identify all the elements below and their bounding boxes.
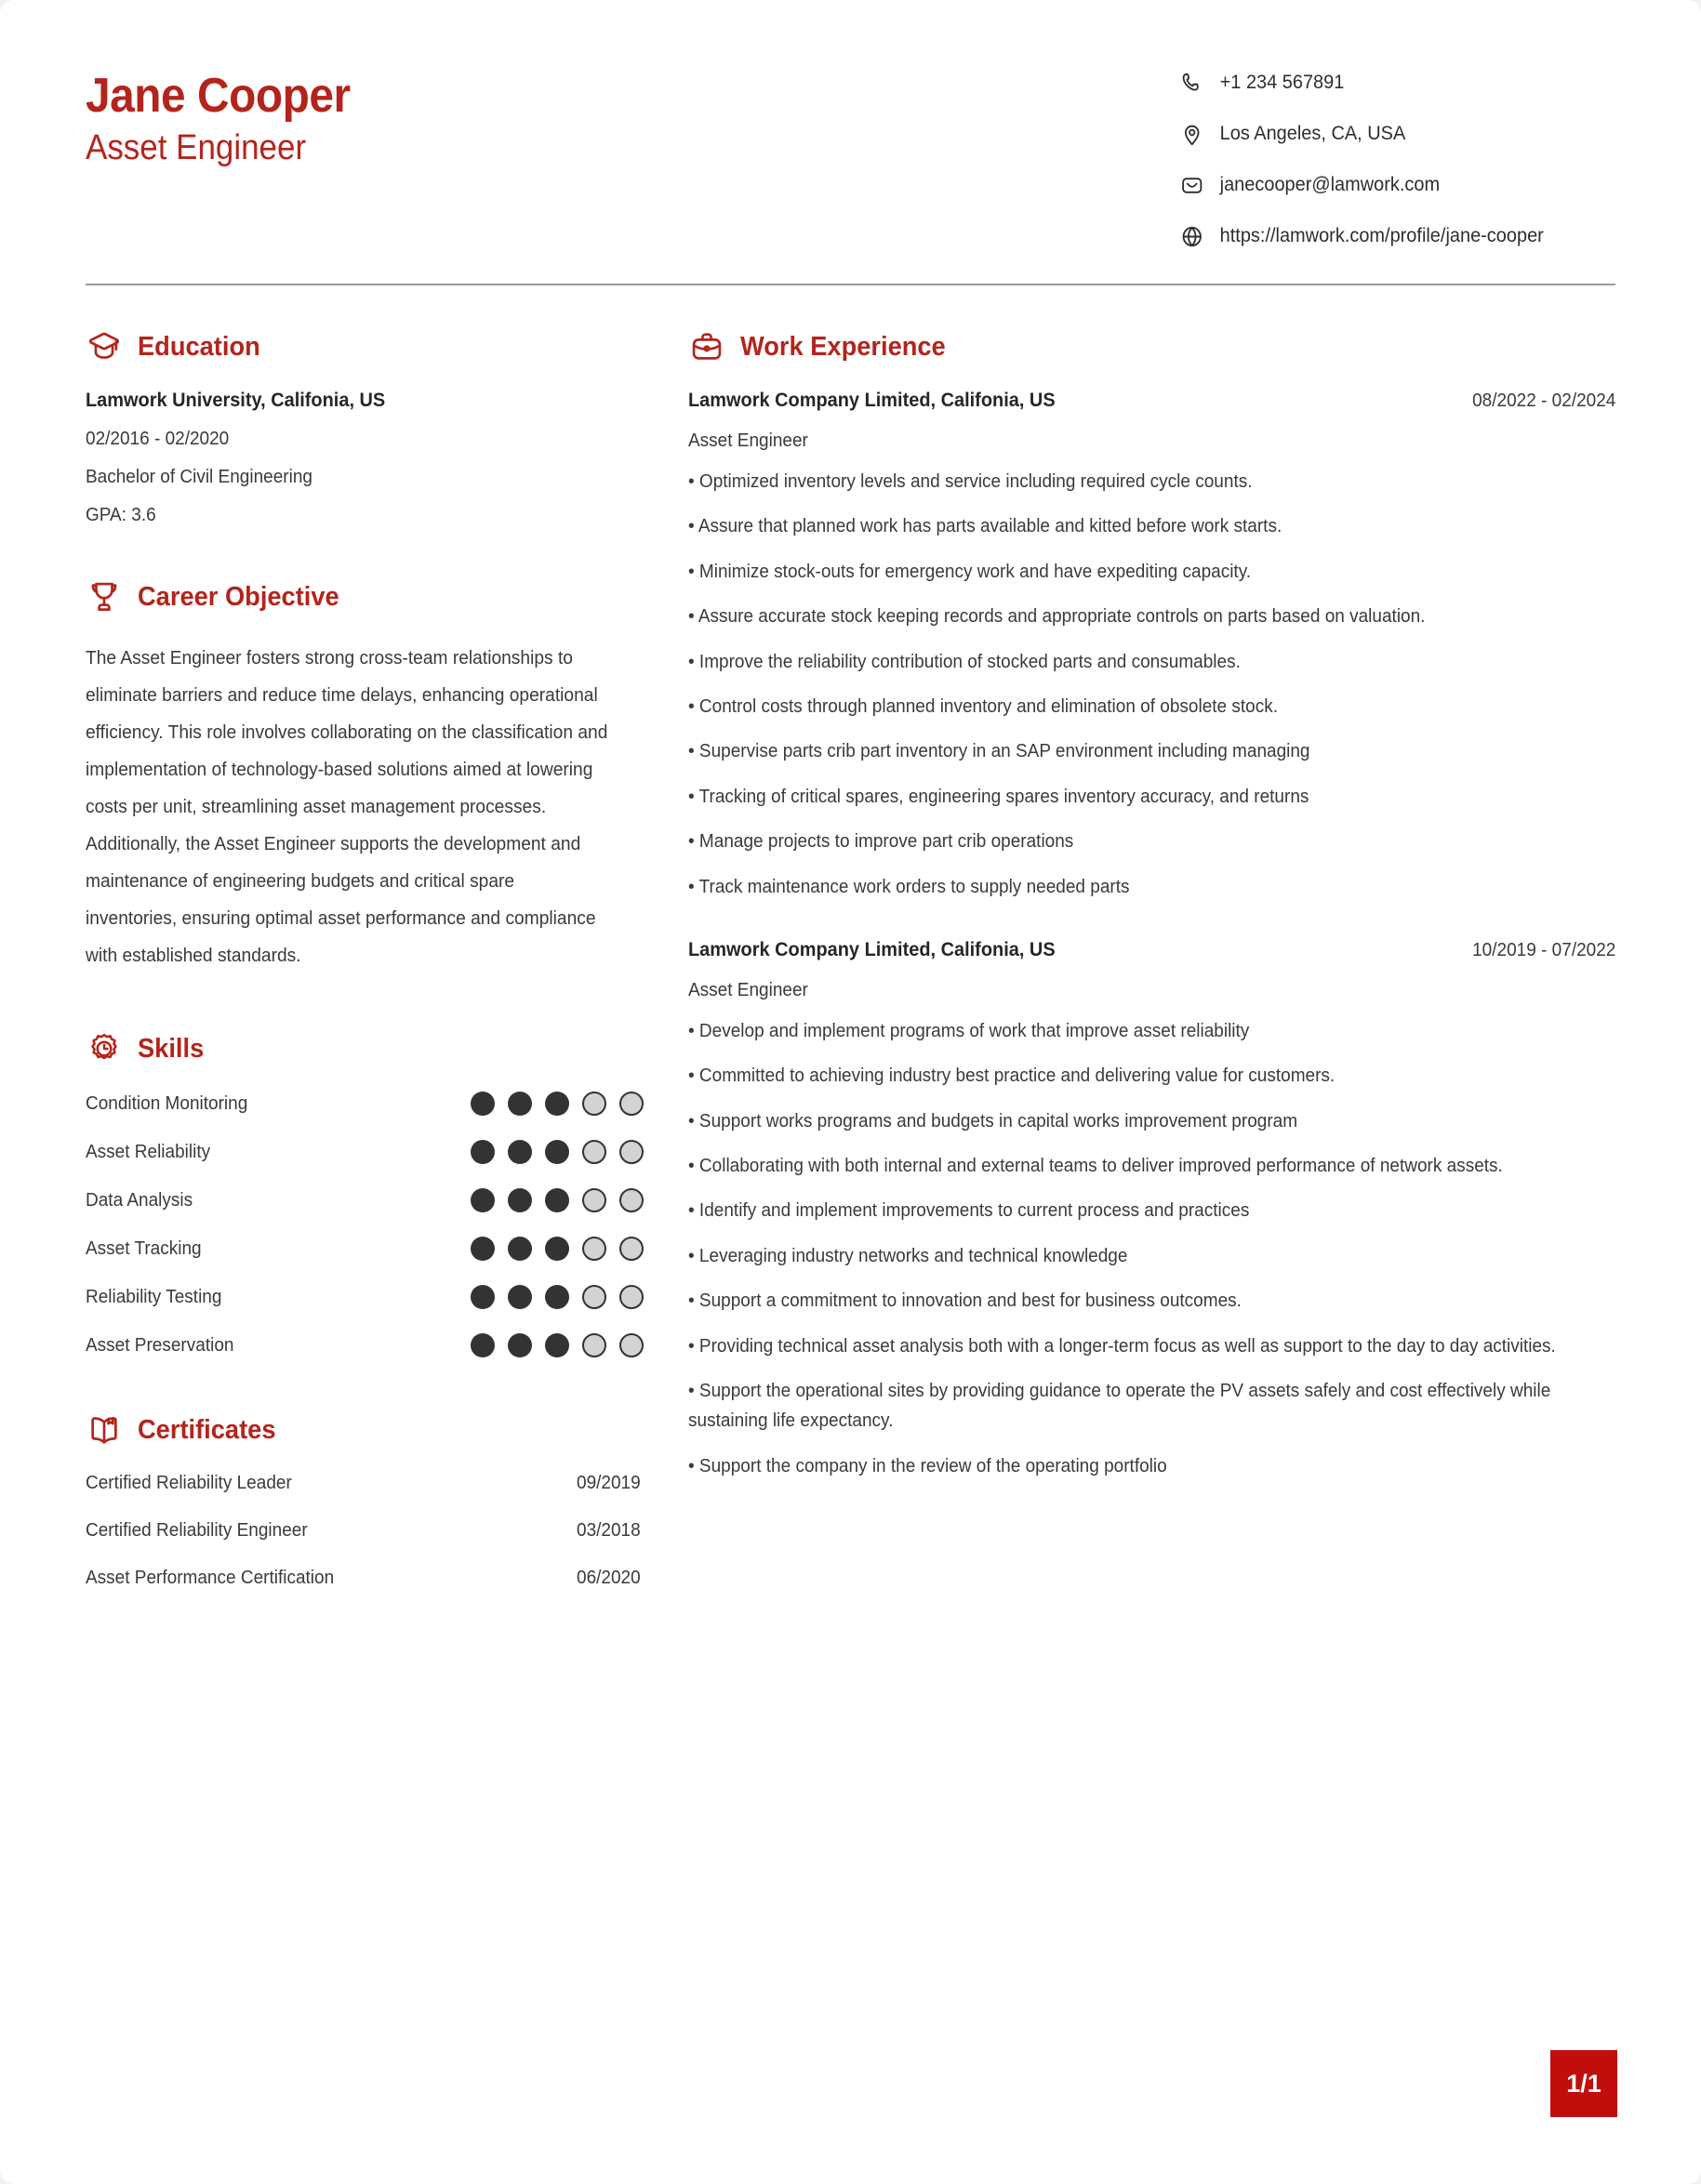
education-gpa: GPA: 3.6 — [86, 505, 156, 525]
skill-row — [86, 1092, 644, 1116]
skill-row — [86, 1285, 644, 1309]
skills-list — [86, 1092, 644, 1357]
section-certificates — [86, 1411, 644, 1589]
phone-icon — [1178, 69, 1205, 97]
certificate-row — [86, 1473, 644, 1494]
skill-rating — [471, 1140, 644, 1164]
name-block — [86, 63, 373, 167]
contact-email[interactable] — [1178, 171, 1594, 199]
objective-text: The Asset Engineer fosters strong cross-team relationships to eliminate barriers and reduce time delays, enhancing operational efficiency. This role involves collaborating on the classification and implementation of technology-based solutions aimed at lowering costs per unit, streamlining asset management processes. Additionally, the Asset Engineer supports the development and maintenance of engineering budgets and critical spare inventories, ensuring optimal asset performance and compliance with established standards. — [86, 648, 608, 966]
skill-dot-filled — [545, 1333, 569, 1357]
contact-website[interactable] — [1178, 222, 1594, 250]
education-dates: 02/2016 - 02/2020 — [86, 429, 230, 449]
job-bullet: • Assure that planned work has parts available and kitted before work starts. — [688, 516, 1282, 537]
person-job-title: Asset Engineer — [86, 127, 307, 167]
job-bullet: • Support the operational sites by providing guidance to operate the PV assets safely and cost effectively while sustaining life expectancy. — [688, 1381, 1551, 1432]
education-degree: Bachelor of Civil Engineering — [86, 467, 312, 487]
skill-dot-filled — [545, 1237, 569, 1261]
skill-rating — [471, 1285, 644, 1309]
contact-location[interactable] — [1178, 120, 1594, 148]
skill-dot-empty — [619, 1285, 644, 1309]
skill-dot-filled — [545, 1188, 569, 1212]
job-bullet: • Support works programs and budgets in capital works improvement program — [688, 1110, 1298, 1132]
job-bullet: • Manage projects to improve part crib operations — [688, 831, 1074, 853]
graduation-cap-icon — [86, 328, 123, 365]
contact-website-text: https://lamwork.com/profile/jane-cooper — [1219, 225, 1544, 246]
skill-label: Asset Preservation — [86, 1334, 234, 1356]
education-school: Lamwork University, Califonia, US — [86, 390, 386, 411]
right-column — [688, 328, 1615, 1630]
globe-icon — [1178, 222, 1205, 250]
job-role: Asset Engineer — [688, 430, 808, 451]
skill-rating — [471, 1188, 644, 1212]
skill-dot-filled — [545, 1140, 569, 1164]
resume-header — [86, 54, 1615, 250]
education-heading-row — [86, 328, 644, 365]
objective-heading: Career Objective — [138, 581, 339, 612]
job-entry — [688, 390, 1615, 902]
certificate-name: Asset Performance Certification — [86, 1568, 335, 1588]
section-skills — [86, 1030, 644, 1357]
skill-dot-filled — [471, 1285, 495, 1309]
skill-dot-empty — [582, 1333, 606, 1357]
skill-dot-filled — [508, 1237, 532, 1261]
job-bullet: • Tracking of critical spares, engineering spares inventory accuracy, and returns — [688, 786, 1309, 807]
certificate-name: Certified Reliability Engineer — [86, 1520, 308, 1541]
skill-row — [86, 1237, 644, 1261]
envelope-icon — [1178, 171, 1205, 199]
contact-phone[interactable] — [1178, 69, 1594, 97]
job-bullet: • Develop and implement programs of work that improve asset reliability — [688, 1020, 1250, 1041]
skill-dot-filled — [508, 1140, 532, 1164]
certificates-heading: Certificates — [138, 1414, 276, 1445]
skill-dot-empty — [619, 1188, 644, 1212]
skill-dot-filled — [471, 1333, 495, 1357]
skill-row — [86, 1333, 644, 1357]
job-dates: 10/2019 - 07/2022 — [1471, 939, 1615, 960]
skill-rating — [471, 1237, 644, 1261]
education-heading: Education — [138, 331, 260, 362]
contact-location-text: Los Angeles, CA, USA — [1219, 123, 1406, 144]
skill-dot-empty — [582, 1188, 606, 1212]
job-bullet: • Supervise parts crib part inventory in an SAP environment including managing — [688, 741, 1310, 762]
skill-rating — [471, 1333, 644, 1357]
job-bullet: • Control costs through planned inventory and elimination of obsolete stock. — [688, 695, 1279, 717]
skills-heading-row — [86, 1030, 644, 1067]
contact-list — [1178, 63, 1615, 250]
job-bullet: • Support a commitment to innovation and best for business outcomes. — [688, 1291, 1242, 1312]
certificates-list — [86, 1473, 644, 1589]
skill-dot-filled — [471, 1188, 495, 1212]
resume-body — [86, 285, 1615, 1630]
work-heading: Work Experience — [740, 331, 946, 362]
skill-dot-filled — [471, 1092, 495, 1116]
job-bullet: • Identify and implement improvements to current process and practices — [688, 1200, 1250, 1222]
job-bullet: • Committed to achieving industry best practice and delivering value for customers. — [688, 1066, 1336, 1087]
skill-dot-empty — [619, 1237, 644, 1261]
job-header — [688, 390, 1615, 412]
skill-rating — [471, 1092, 644, 1116]
job-bullet: • Assure accurate stock keeping records and appropriate controls on parts based on valuation. — [688, 606, 1426, 628]
job-bullet: • Improve the reliability contribution of stocked parts and consumables. — [688, 651, 1241, 672]
certificate-name: Certified Reliability Leader — [86, 1473, 292, 1493]
page-number-badge: 1/1 — [1550, 2050, 1617, 2117]
jobs-list — [688, 390, 1615, 1481]
job-bullet: • Leveraging industry networks and technical knowledge — [688, 1245, 1128, 1266]
certificate-row — [86, 1568, 644, 1589]
skill-dot-filled — [508, 1285, 532, 1309]
skills-heading: Skills — [138, 1033, 205, 1064]
skill-row — [86, 1140, 644, 1164]
job-header — [688, 939, 1615, 961]
job-bullet: • Track maintenance work orders to supply needed parts — [688, 876, 1130, 897]
skill-label: Asset Tracking — [86, 1238, 202, 1259]
certificate-date: 09/2019 — [576, 1473, 641, 1493]
job-entry — [688, 939, 1615, 1481]
job-bullet: • Optimized inventory levels and service including required cycle counts. — [688, 471, 1253, 492]
skill-dot-filled — [545, 1092, 569, 1116]
section-education — [86, 328, 644, 526]
job-bullet: • Collaborating with both internal and external teams to deliver improved performance of network assets. — [688, 1156, 1503, 1177]
section-work-experience — [688, 328, 1615, 1481]
skill-dot-filled — [471, 1140, 495, 1164]
certificate-date: 06/2020 — [576, 1568, 641, 1588]
skill-dot-filled — [471, 1237, 495, 1261]
location-pin-icon — [1178, 120, 1205, 148]
skill-dot-empty — [582, 1237, 606, 1261]
skill-dot-empty — [619, 1092, 644, 1116]
job-company: Lamwork Company Limited, Califonia, US — [688, 390, 1056, 411]
skill-label: Asset Reliability — [86, 1141, 211, 1162]
certificate-row — [86, 1520, 644, 1542]
skill-dot-empty — [582, 1285, 606, 1309]
open-book-icon — [86, 1411, 123, 1449]
job-dates: 08/2022 - 02/2024 — [1471, 390, 1615, 411]
skill-dot-empty — [619, 1333, 644, 1357]
skill-label: Reliability Testing — [86, 1286, 222, 1307]
objective-heading-row — [86, 578, 644, 615]
certificates-heading-row — [86, 1411, 644, 1449]
briefcase-icon — [688, 328, 725, 365]
job-company: Lamwork Company Limited, Califonia, US — [688, 938, 1056, 960]
skill-dot-empty — [582, 1092, 606, 1116]
left-column — [86, 328, 644, 1630]
skill-label: Condition Monitoring — [86, 1092, 248, 1114]
job-role: Asset Engineer — [688, 979, 808, 1000]
section-career-objective — [86, 578, 644, 974]
page-title: Jane Cooper — [86, 69, 351, 123]
trophy-icon — [86, 578, 123, 615]
skill-row — [86, 1188, 644, 1212]
gear-clock-icon — [86, 1030, 123, 1067]
skill-label: Data Analysis — [86, 1189, 193, 1211]
certificate-date: 03/2018 — [576, 1520, 641, 1541]
skill-dot-filled — [508, 1333, 532, 1357]
skill-dot-filled — [545, 1285, 569, 1309]
contact-phone-text: +1 234 567891 — [1219, 72, 1345, 93]
skill-dot-empty — [582, 1140, 606, 1164]
skill-dot-filled — [508, 1092, 532, 1116]
job-bullet: • Providing technical asset analysis both with a longer-term focus as well as support to the day to day activities. — [688, 1335, 1556, 1357]
job-bullet: • Minimize stock-outs for emergency work and have expediting capacity. — [688, 561, 1252, 582]
contact-email-text: janecooper@lamwork.com — [1219, 174, 1441, 195]
skill-dot-empty — [619, 1140, 644, 1164]
work-heading-row — [688, 328, 1615, 365]
skill-dot-filled — [508, 1188, 532, 1212]
job-bullet: • Support the company in the review of the operating portfolio — [688, 1455, 1167, 1476]
